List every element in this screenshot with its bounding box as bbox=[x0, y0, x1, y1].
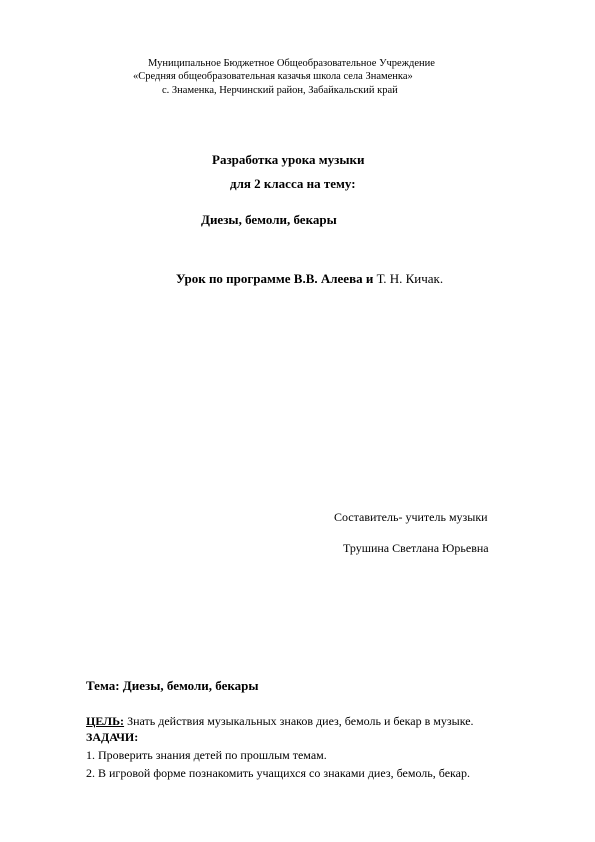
program-line bbox=[176, 272, 443, 285]
school-address-line: с. Знаменка, Нерчинский район, Забайкальский край bbox=[162, 85, 398, 96]
compiler-role: Составитель- учитель музыки bbox=[334, 510, 488, 524]
doc-subtitle: для 2 класса на тему: bbox=[230, 176, 356, 191]
program-author: Т. Н. Кичак. bbox=[376, 271, 444, 286]
program-prefix: Урок по программе В.В. Алеева и bbox=[176, 271, 377, 286]
doc-topic: Диезы, бемоли, бекары bbox=[201, 212, 337, 227]
task-item-1: 1. Проверить знания детей по прошлым темам. bbox=[86, 748, 327, 762]
goal-text: Знать действия музыкальных знаков диез, бемоль и бекар в музыке. bbox=[124, 714, 474, 728]
school-name-line: Муниципальное Бюджетное Общеобразовательное Учреждение bbox=[148, 58, 435, 69]
doc-title: Разработка урока музыки bbox=[212, 152, 365, 167]
goal-label: ЦЕЛЬ: bbox=[86, 714, 125, 728]
task-item-2: 2. В игровой форме познакомить учащихся со знаками диез, бемоль, бекар. bbox=[86, 766, 470, 780]
lesson-goal bbox=[86, 715, 474, 727]
lesson-theme: Тема: Диезы, бемоли, бекары bbox=[86, 678, 259, 693]
school-full-name-line: «Средняя общеобразовательная казачья школа села Знаменка» bbox=[133, 71, 413, 82]
compiler-name: Трушина Светлана Юрьевна bbox=[343, 541, 489, 555]
tasks-label: ЗАДАЧИ: bbox=[86, 730, 139, 744]
